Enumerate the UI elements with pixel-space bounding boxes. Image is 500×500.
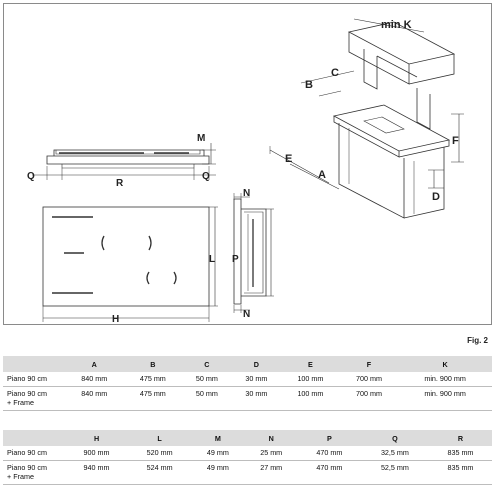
- label-b: B: [305, 79, 313, 91]
- label-m: M: [197, 133, 206, 144]
- table-header-cell: M: [191, 430, 244, 446]
- table-cell: 475 mm: [124, 387, 183, 411]
- table-header-cell: N: [245, 430, 298, 446]
- table-header-cell: Q: [361, 430, 429, 446]
- table-cell: 49 mm: [191, 446, 244, 461]
- table-cell: 49 mm: [191, 461, 244, 485]
- table-row: [3, 461, 492, 485]
- table-cell: 100 mm: [281, 387, 340, 411]
- table-header-cell: [3, 430, 65, 446]
- drawing-frame: [3, 3, 492, 325]
- isometric-cabinet-view: [270, 19, 464, 218]
- table-header-cell: F: [340, 356, 399, 372]
- table-cell: 524 mm: [128, 461, 191, 485]
- label-q-left: Q: [27, 171, 35, 182]
- label-n-bottom: N: [243, 309, 251, 320]
- label-c: C: [331, 67, 339, 79]
- dimension-table-a-k: [3, 356, 492, 411]
- table-cell: 30 mm: [232, 387, 282, 411]
- label-p: P: [232, 254, 239, 265]
- installation-drawing: [4, 4, 493, 326]
- table-cell: 840 mm: [65, 387, 124, 411]
- table-header-cell: E: [281, 356, 340, 372]
- table-cell: 520 mm: [128, 446, 191, 461]
- figure-label: Fig. 2: [467, 336, 488, 345]
- table-cell: 50 mm: [182, 372, 232, 387]
- label-q-right: Q: [202, 171, 210, 182]
- table-cell: 30 mm: [232, 372, 282, 387]
- table-cell: 470 mm: [298, 461, 361, 485]
- table-row: [3, 446, 492, 461]
- table-cell: 50 mm: [182, 387, 232, 411]
- table-cell: 25 mm: [245, 446, 298, 461]
- label-a: A: [318, 169, 326, 181]
- label-l: L: [209, 254, 216, 265]
- table-cell: 940 mm: [65, 461, 128, 485]
- table-cell: 27 mm: [245, 461, 298, 485]
- label-e: E: [285, 153, 293, 165]
- table-header-cell: P: [298, 430, 361, 446]
- table-cell: 700 mm: [340, 387, 399, 411]
- side-profile-view: [234, 193, 274, 313]
- table-cell: 835 mm: [429, 461, 492, 485]
- table-header-cell: C: [182, 356, 232, 372]
- top-view: [43, 207, 218, 322]
- table-cell: 100 mm: [281, 372, 340, 387]
- side-section-view: [32, 143, 216, 180]
- label-n-top: N: [243, 188, 251, 199]
- row-label: Piano 90 cm + Frame: [3, 387, 65, 411]
- table-header-cell: A: [65, 356, 124, 372]
- table-cell: min. 900 mm: [398, 387, 492, 411]
- table-cell: 475 mm: [124, 372, 183, 387]
- table-cell: 32,5 mm: [361, 446, 429, 461]
- table-header-row: [3, 356, 492, 372]
- table-row: [3, 372, 492, 387]
- table-header-cell: L: [128, 430, 191, 446]
- table-header-cell: H: [65, 430, 128, 446]
- table-cell: 900 mm: [65, 446, 128, 461]
- table-cell: 52,5 mm: [361, 461, 429, 485]
- row-label: Piano 90 cm + Frame: [3, 461, 65, 485]
- label-d: D: [432, 191, 440, 203]
- hob-outline: [43, 207, 209, 306]
- row-label: Piano 90 cm: [3, 446, 65, 461]
- table-cell: min. 900 mm: [398, 372, 492, 387]
- table-header-cell: [3, 356, 65, 372]
- table-header-cell: K: [398, 356, 492, 372]
- label-h: H: [112, 314, 120, 325]
- table-cell: 840 mm: [65, 372, 124, 387]
- table-header-row: [3, 430, 492, 446]
- worktop-section: [47, 156, 209, 164]
- dimension-table-h-r: [3, 430, 492, 485]
- row-label: Piano 90 cm: [3, 372, 65, 387]
- table-header-cell: D: [232, 356, 282, 372]
- table-header-cell: B: [124, 356, 183, 372]
- label-r: R: [116, 178, 124, 189]
- table-cell: 700 mm: [340, 372, 399, 387]
- table-header-cell: R: [429, 430, 492, 446]
- label-min-k: min K: [381, 19, 412, 31]
- table-cell: 470 mm: [298, 446, 361, 461]
- table-cell: 835 mm: [429, 446, 492, 461]
- label-f: F: [452, 135, 459, 147]
- table-row: [3, 387, 492, 411]
